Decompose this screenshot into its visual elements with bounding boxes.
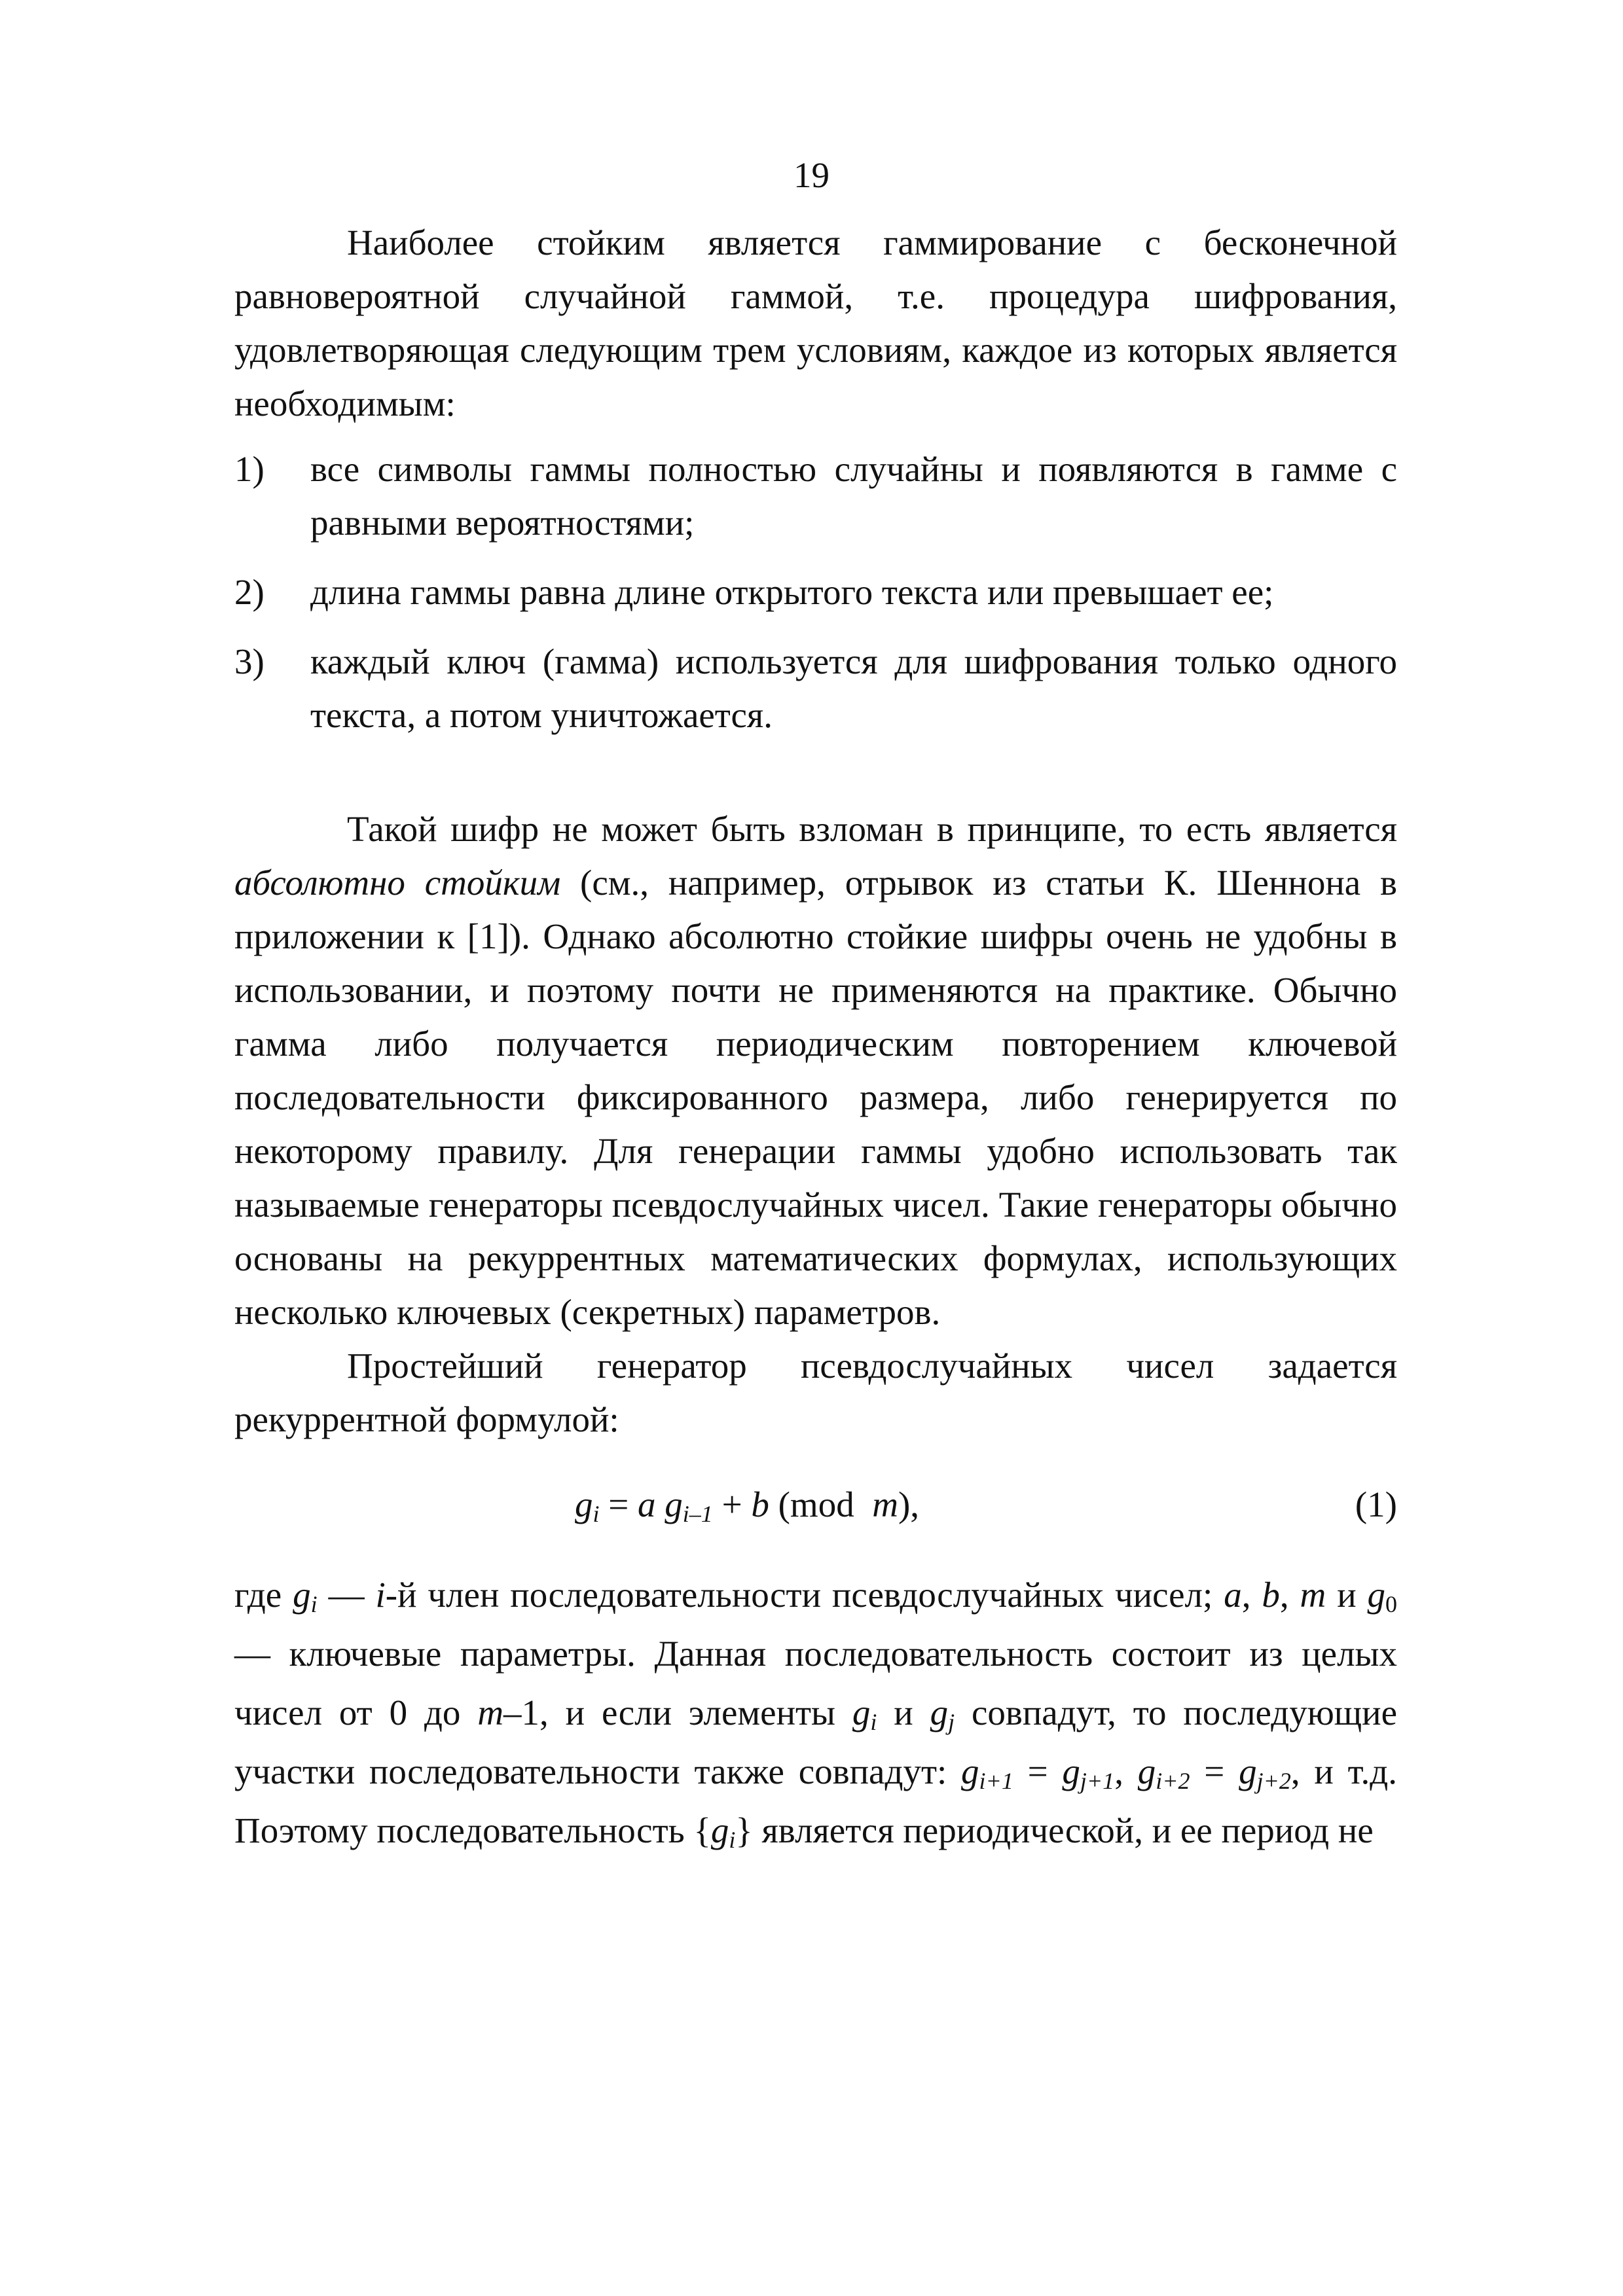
paragraph-generator-intro: Простейший генератор псевдослучайных чисел задается рекуррентной формулой: [234,1346,1397,1439]
list-item-number: 3) [234,641,264,681]
math-subscript: j+2 [1256,1768,1291,1794]
text-run: (см., например, отрывок из статьи К. Шеннона в приложении к [1]). Однако абсолютно стойкие шифры очень не удобны в использовании, и поэтому почти не применяются на практике. Обычно гамма либо получается периодическим повторением ключевой последовательности фиксированного размера, либо генерируется по некоторому правилу. Для генерации гаммы удобно использовать так называемые генераторы псевдослучайных чисел. Такие генераторы обычно основаны на рекуррентных математических формулах, использующих несколько ключевых (секретных) параметров. [234,863,1397,1332]
formula-block [234,1471,1397,1539]
math-subscript: j+1 [1080,1768,1115,1794]
text-run: , и т.д. Поэтому последовательность { [234,1751,1397,1850]
math-var: a [1224,1575,1242,1615]
text-run: совпадут, то последующие участки последовательности также совпадут: [234,1693,1397,1791]
list-item-number: 2) [234,572,264,612]
math-var: m [1300,1575,1326,1615]
list-item [234,635,1397,742]
list-item-text: каждый ключ (гамма) используется для шифрования только одного текста, а потом уничтожается. [310,641,1397,735]
text-run: и [1326,1575,1368,1615]
text-run: где [234,1575,293,1615]
formula-operator: = [599,1484,638,1524]
italic-term: абсолютно стойким [234,863,561,903]
text-run: -й член последовательности псевдослучайных чисел; [385,1575,1224,1615]
formula-var: b [751,1484,769,1524]
math-var: i [375,1575,386,1615]
text-run: = [1013,1751,1063,1791]
paragraph-absolute-cipher [234,802,1397,1339]
recurrence-formula [575,1478,919,1532]
math-var: g [710,1810,729,1850]
math-var: g [1137,1751,1156,1791]
formula-subscript: i [593,1501,600,1527]
text-run: = [1190,1751,1239,1791]
formula-var: g [665,1484,683,1524]
equation-number: (1) [1355,1484,1397,1524]
text-run: — ключевые параметры. Данная последовательность состоит из целых чисел от 0 до [234,1634,1397,1732]
math-subscript: i [729,1827,736,1853]
formula-operator: + [712,1484,752,1524]
math-subscript: i+2 [1156,1768,1190,1794]
math-subscript: j [948,1709,955,1735]
list-item [234,565,1397,619]
list-item [234,442,1397,550]
formula-operator: ), [898,1484,920,1524]
text-run: Такой шифр не может быть взломан в принципе, то есть является [347,809,1397,849]
list-item-text: все символы гаммы полностью случайны и появляются в гамме с равными вероятностями; [310,449,1397,543]
text-run: , [1114,1751,1138,1791]
formula-var: m [872,1484,898,1524]
math-var: g [293,1575,311,1615]
math-subscript: i+1 [979,1768,1013,1794]
formula-operator: (mod [769,1484,864,1524]
formula-var: a [638,1484,656,1524]
paragraph-explanation [234,1566,1397,1860]
math-var: g [1062,1751,1080,1791]
math-subscript: i [310,1591,318,1617]
conditions-list [234,442,1397,742]
math-var: g [961,1751,979,1791]
math-var: b [1262,1575,1280,1615]
paragraph-intro: Наиболее стойким является гаммирование с бесконечной равновероятной случайной гаммой, т.е. процедура шифрования, удовлетворяющая следующим трем условиям, каждое из которых является необходимым: [234,223,1397,423]
text-run: и [877,1693,930,1732]
formula-subscript: i–1 [682,1501,713,1527]
page-number: 19 [793,155,830,195]
math-var: m [477,1693,504,1732]
math-var: g [930,1693,949,1732]
math-var: g [1367,1575,1386,1615]
text-run: –1, и если элементы [503,1693,852,1732]
page-body [234,216,1397,1860]
list-item-number: 1) [234,449,264,489]
list-item-text: длина гаммы равна длине открытого текста или превышает ее; [310,572,1274,612]
text-run: , [1241,1575,1262,1615]
math-subscript: i [870,1709,877,1735]
math-subscript: 0 [1385,1591,1398,1617]
math-var: g [852,1693,871,1732]
text-run: — [317,1575,376,1615]
math-var: g [1239,1751,1257,1791]
text-run: , [1279,1575,1300,1615]
text-run: } является периодической, и ее период не [735,1810,1374,1850]
formula-var: g [575,1484,593,1524]
